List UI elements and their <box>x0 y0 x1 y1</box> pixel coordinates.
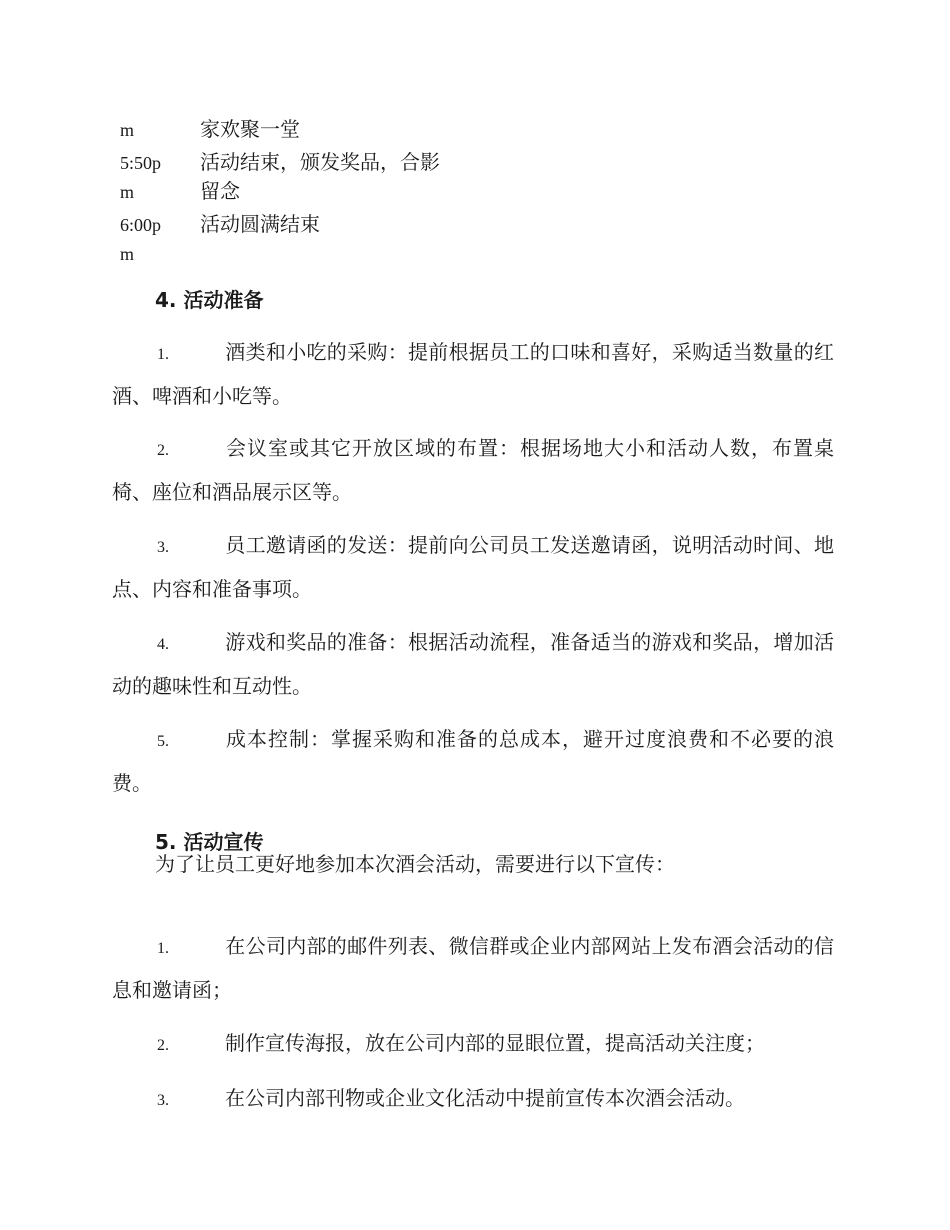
list-item-number: 1. <box>157 346 169 363</box>
section-heading: 5. 活动宣传 <box>155 830 264 854</box>
schedule-time: m <box>120 120 135 140</box>
list-item <box>112 719 834 806</box>
list-item-text: 酒类和小吃的采购：提前根据员工的口味和喜好，采购适当数量的红酒、啤酒和小吃等。 <box>112 342 834 408</box>
list-item-number: 4. <box>157 636 169 653</box>
section-intro: 为了让员工更好地参加本次酒会活动，需要进行以下宣传： <box>155 854 675 876</box>
list-item-text: 成本控制：掌握采购和准备的总成本，避开过度浪费和不必要的浪费。 <box>112 729 834 795</box>
section-heading: 4. 活动准备 <box>155 288 264 312</box>
schedule-time: 6:00pm <box>120 215 162 264</box>
list-item <box>112 1023 834 1067</box>
list-item-number: 1. <box>157 940 169 957</box>
list-item-text: 在公司内部刊物或企业文化活动中提前宣传本次酒会活动。 <box>225 1088 745 1110</box>
list-item <box>112 1078 834 1122</box>
list-item-text: 游戏和奖品的准备：根据活动流程，准备适当的游戏和奖品，增加活动的趣味性和互动性。 <box>112 632 834 698</box>
list-item-number: 2. <box>157 1037 169 1054</box>
list-item-text: 员工邀请函的发送：提前向公司员工发送邀请函，说明活动时间、地点、内容和准备事项。 <box>112 535 834 601</box>
list-item-number: 2. <box>157 442 169 459</box>
list-item <box>112 525 834 612</box>
schedule-desc: 家欢聚一堂 <box>200 119 300 141</box>
list-item-text: 在公司内部的邮件列表、微信群或企业内部网站上发布酒会活动的信息和邀请函； <box>112 936 834 1002</box>
list-item-text: 制作宣传海报，放在公司内部的显眼位置，提高活动关注度； <box>225 1033 765 1055</box>
list-item <box>112 622 834 709</box>
list-item-number: 3. <box>157 1092 169 1109</box>
list-item <box>112 332 834 419</box>
list-item <box>112 926 834 1013</box>
list-item-number: 3. <box>157 539 169 556</box>
schedule-desc: 活动结束，颁发奖品，合影留念 <box>200 152 440 203</box>
list-item-number: 5. <box>157 733 169 750</box>
list-item <box>112 428 834 515</box>
schedule-time: 5:50pm <box>120 153 162 202</box>
schedule-desc: 活动圆满结束 <box>200 214 320 236</box>
list-item-text: 会议室或其它开放区域的布置：根据场地大小和活动人数，布置桌椅、座位和酒品展示区等。 <box>112 438 834 504</box>
